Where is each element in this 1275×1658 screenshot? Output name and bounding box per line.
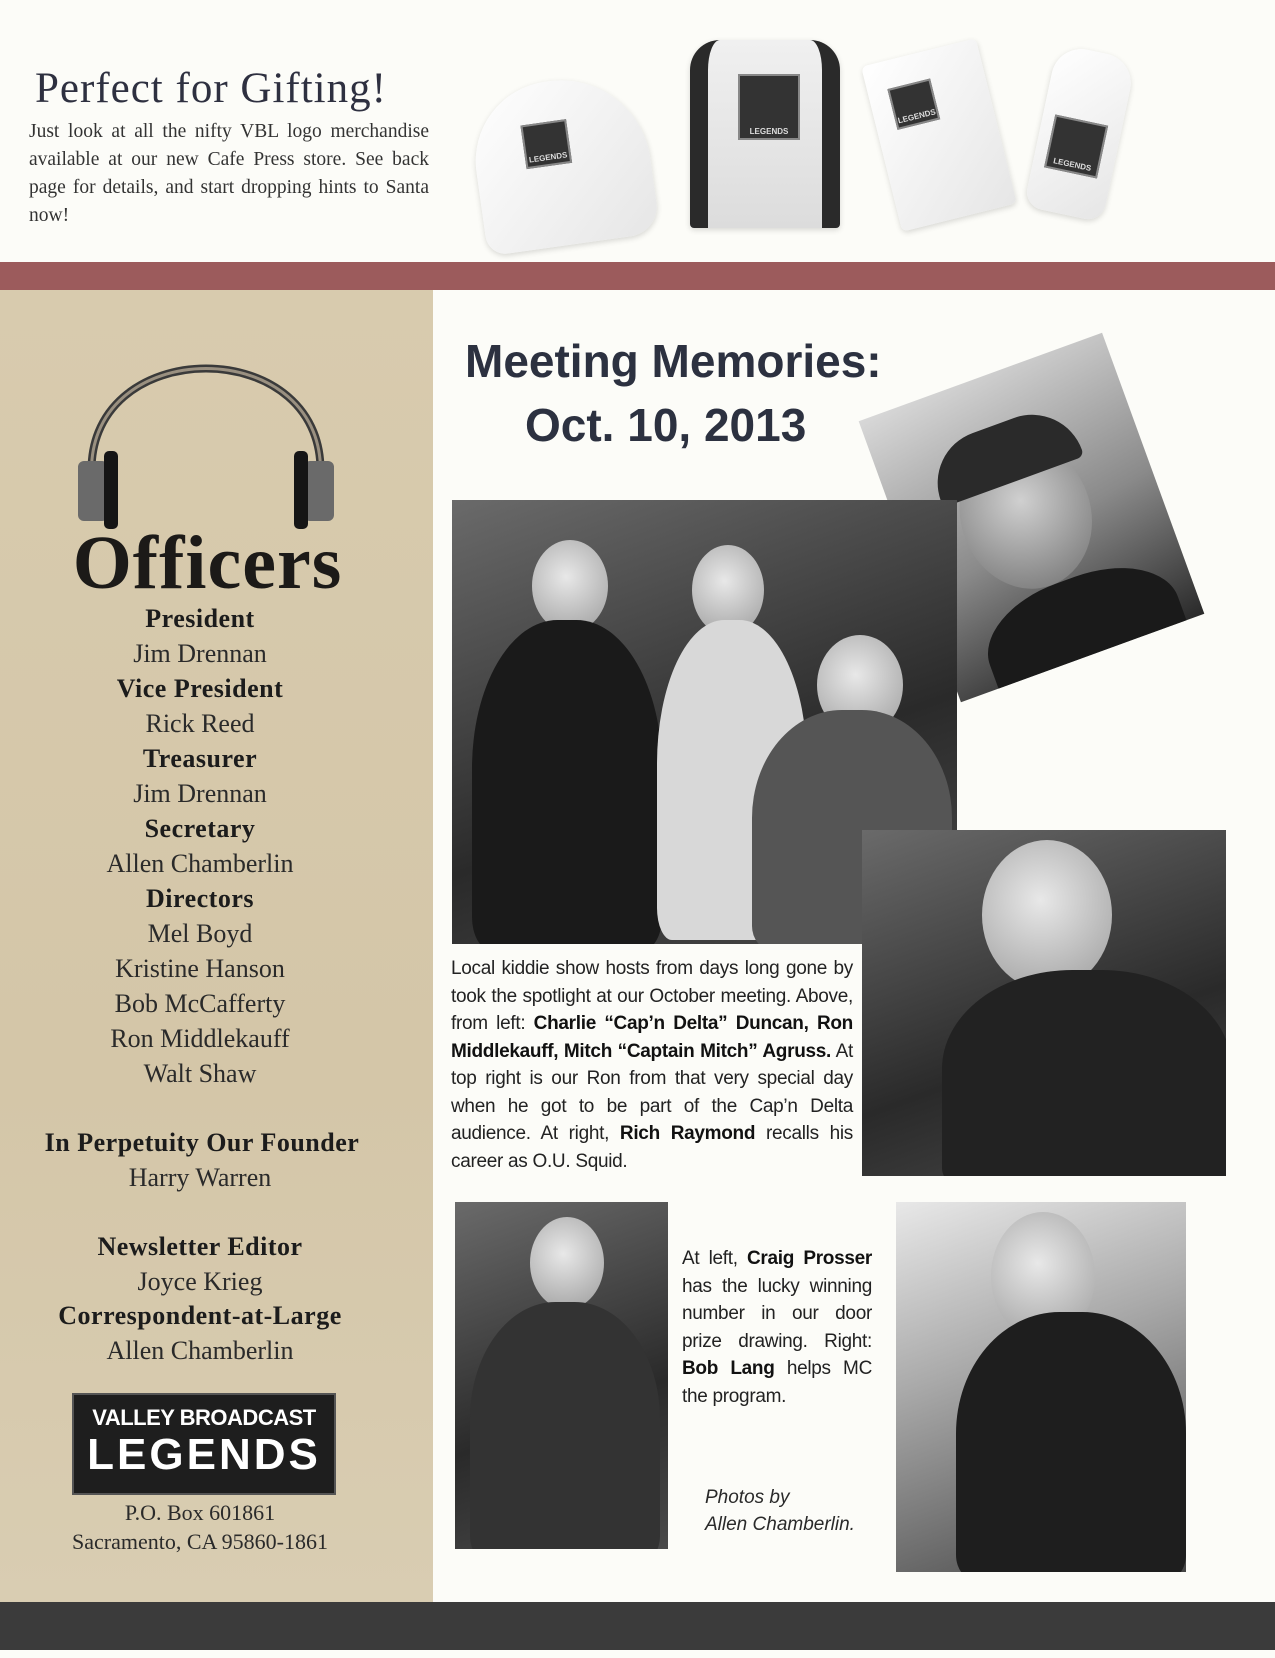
- officer-name: Jim Drennan: [133, 639, 267, 668]
- merch-logo: LEGENDS: [520, 119, 572, 169]
- footer-bar: [0, 1602, 1275, 1650]
- merch-shirt-image: [690, 40, 840, 228]
- caption-name-highlight: Craig Prosser: [747, 1248, 872, 1269]
- caption-door-prize: [682, 1245, 872, 1410]
- editor-role: Newsletter Editor: [97, 1232, 303, 1261]
- logo-line1: VALLEY BROADCAST: [92, 1405, 316, 1430]
- officer-role: President: [145, 604, 255, 633]
- officer-name: Bob McCafferty: [114, 989, 286, 1018]
- address-line2: Sacramento, CA 95860-1861: [71, 1529, 329, 1554]
- officer-name: Allen Chamberlin: [106, 849, 294, 878]
- officer-name: Walt Shaw: [143, 1059, 257, 1088]
- officer-name: Rick Reed: [145, 709, 255, 738]
- founder-name: Harry Warren: [128, 1163, 272, 1192]
- officer-name: Ron Middlekauff: [110, 1024, 290, 1053]
- merch-logo: LEGENDS: [738, 74, 800, 140]
- founder-role: In Perpetuity Our Founder: [44, 1128, 360, 1157]
- caption-text: At left,: [682, 1248, 747, 1269]
- merch-logo: LEGENDS: [887, 78, 940, 129]
- officer-role: Secretary: [144, 814, 256, 843]
- photo-rich-raymond: [862, 830, 1226, 1176]
- vbl-logo: [72, 1393, 336, 1495]
- officer-name: Mel Boyd: [147, 919, 253, 948]
- photo-credit-line1: Photos by: [705, 1487, 790, 1508]
- logo-line2: LEGENDS: [87, 1430, 321, 1479]
- caption-main: [451, 955, 853, 1175]
- article-date: Oct. 10, 2013: [525, 399, 807, 451]
- merch-towel-image: [861, 38, 1017, 231]
- officer-role: Directors: [146, 884, 254, 913]
- officers-title: Officers: [72, 521, 343, 605]
- headphones-icon: [74, 301, 338, 531]
- caption-name-highlight: Rich Raymond: [619, 1123, 756, 1144]
- photo-craig-prosser: [455, 1202, 668, 1549]
- correspondent-name: Allen Chamberlin: [106, 1336, 294, 1365]
- photo-credit-line2: Allen Chamberlin.: [705, 1514, 855, 1535]
- officer-name: Kristine Hanson: [115, 954, 285, 983]
- article-title: Meeting Memories:: [465, 335, 882, 387]
- officer-role: Vice President: [116, 674, 284, 703]
- officer-role: Treasurer: [142, 744, 258, 773]
- caption-name-highlight: Bob Lang: [682, 1358, 775, 1379]
- caption-name-highlight: Charlie “Cap’n Delta” Duncan, Ron Middlekauff, Mitch “Captain Mitch” Agruss.: [451, 1013, 853, 1062]
- caption-text: helps MC the program.: [682, 1358, 873, 1407]
- divider-bar: [0, 262, 1275, 290]
- correspondent-role: Correspondent-at-Large: [58, 1301, 342, 1330]
- merch-logo: LEGENDS: [1044, 114, 1108, 178]
- caption-text: At top right is our Ron from that very special day when he got to be part of the Cap’n Delta audience. At right,: [451, 1040, 853, 1144]
- officer-name: Jim Drennan: [133, 779, 267, 808]
- promo-title: Perfect for Gifting!: [35, 65, 387, 112]
- caption-text: Local kiddie show hosts from days long gone by took the spotlight at our October meeting. Above, from left:: [451, 958, 853, 1034]
- caption-text: recalls his career as O.U. Squid.: [451, 1123, 853, 1172]
- editor-name: Joyce Krieg: [137, 1267, 263, 1296]
- promo-body: Just look at all the nifty VBL logo merchandise available at our new Cafe Press store. See back page for details, and start dropping hints to Santa now!: [29, 121, 429, 226]
- address-line1: P.O. Box 601861: [124, 1500, 276, 1525]
- photo-bob-lang: [896, 1202, 1186, 1572]
- caption-text: has the lucky winning number in our door prize drawing. Right:: [682, 1275, 872, 1352]
- merch-cap-image: [465, 69, 660, 257]
- merch-bottle-image: [1024, 43, 1137, 222]
